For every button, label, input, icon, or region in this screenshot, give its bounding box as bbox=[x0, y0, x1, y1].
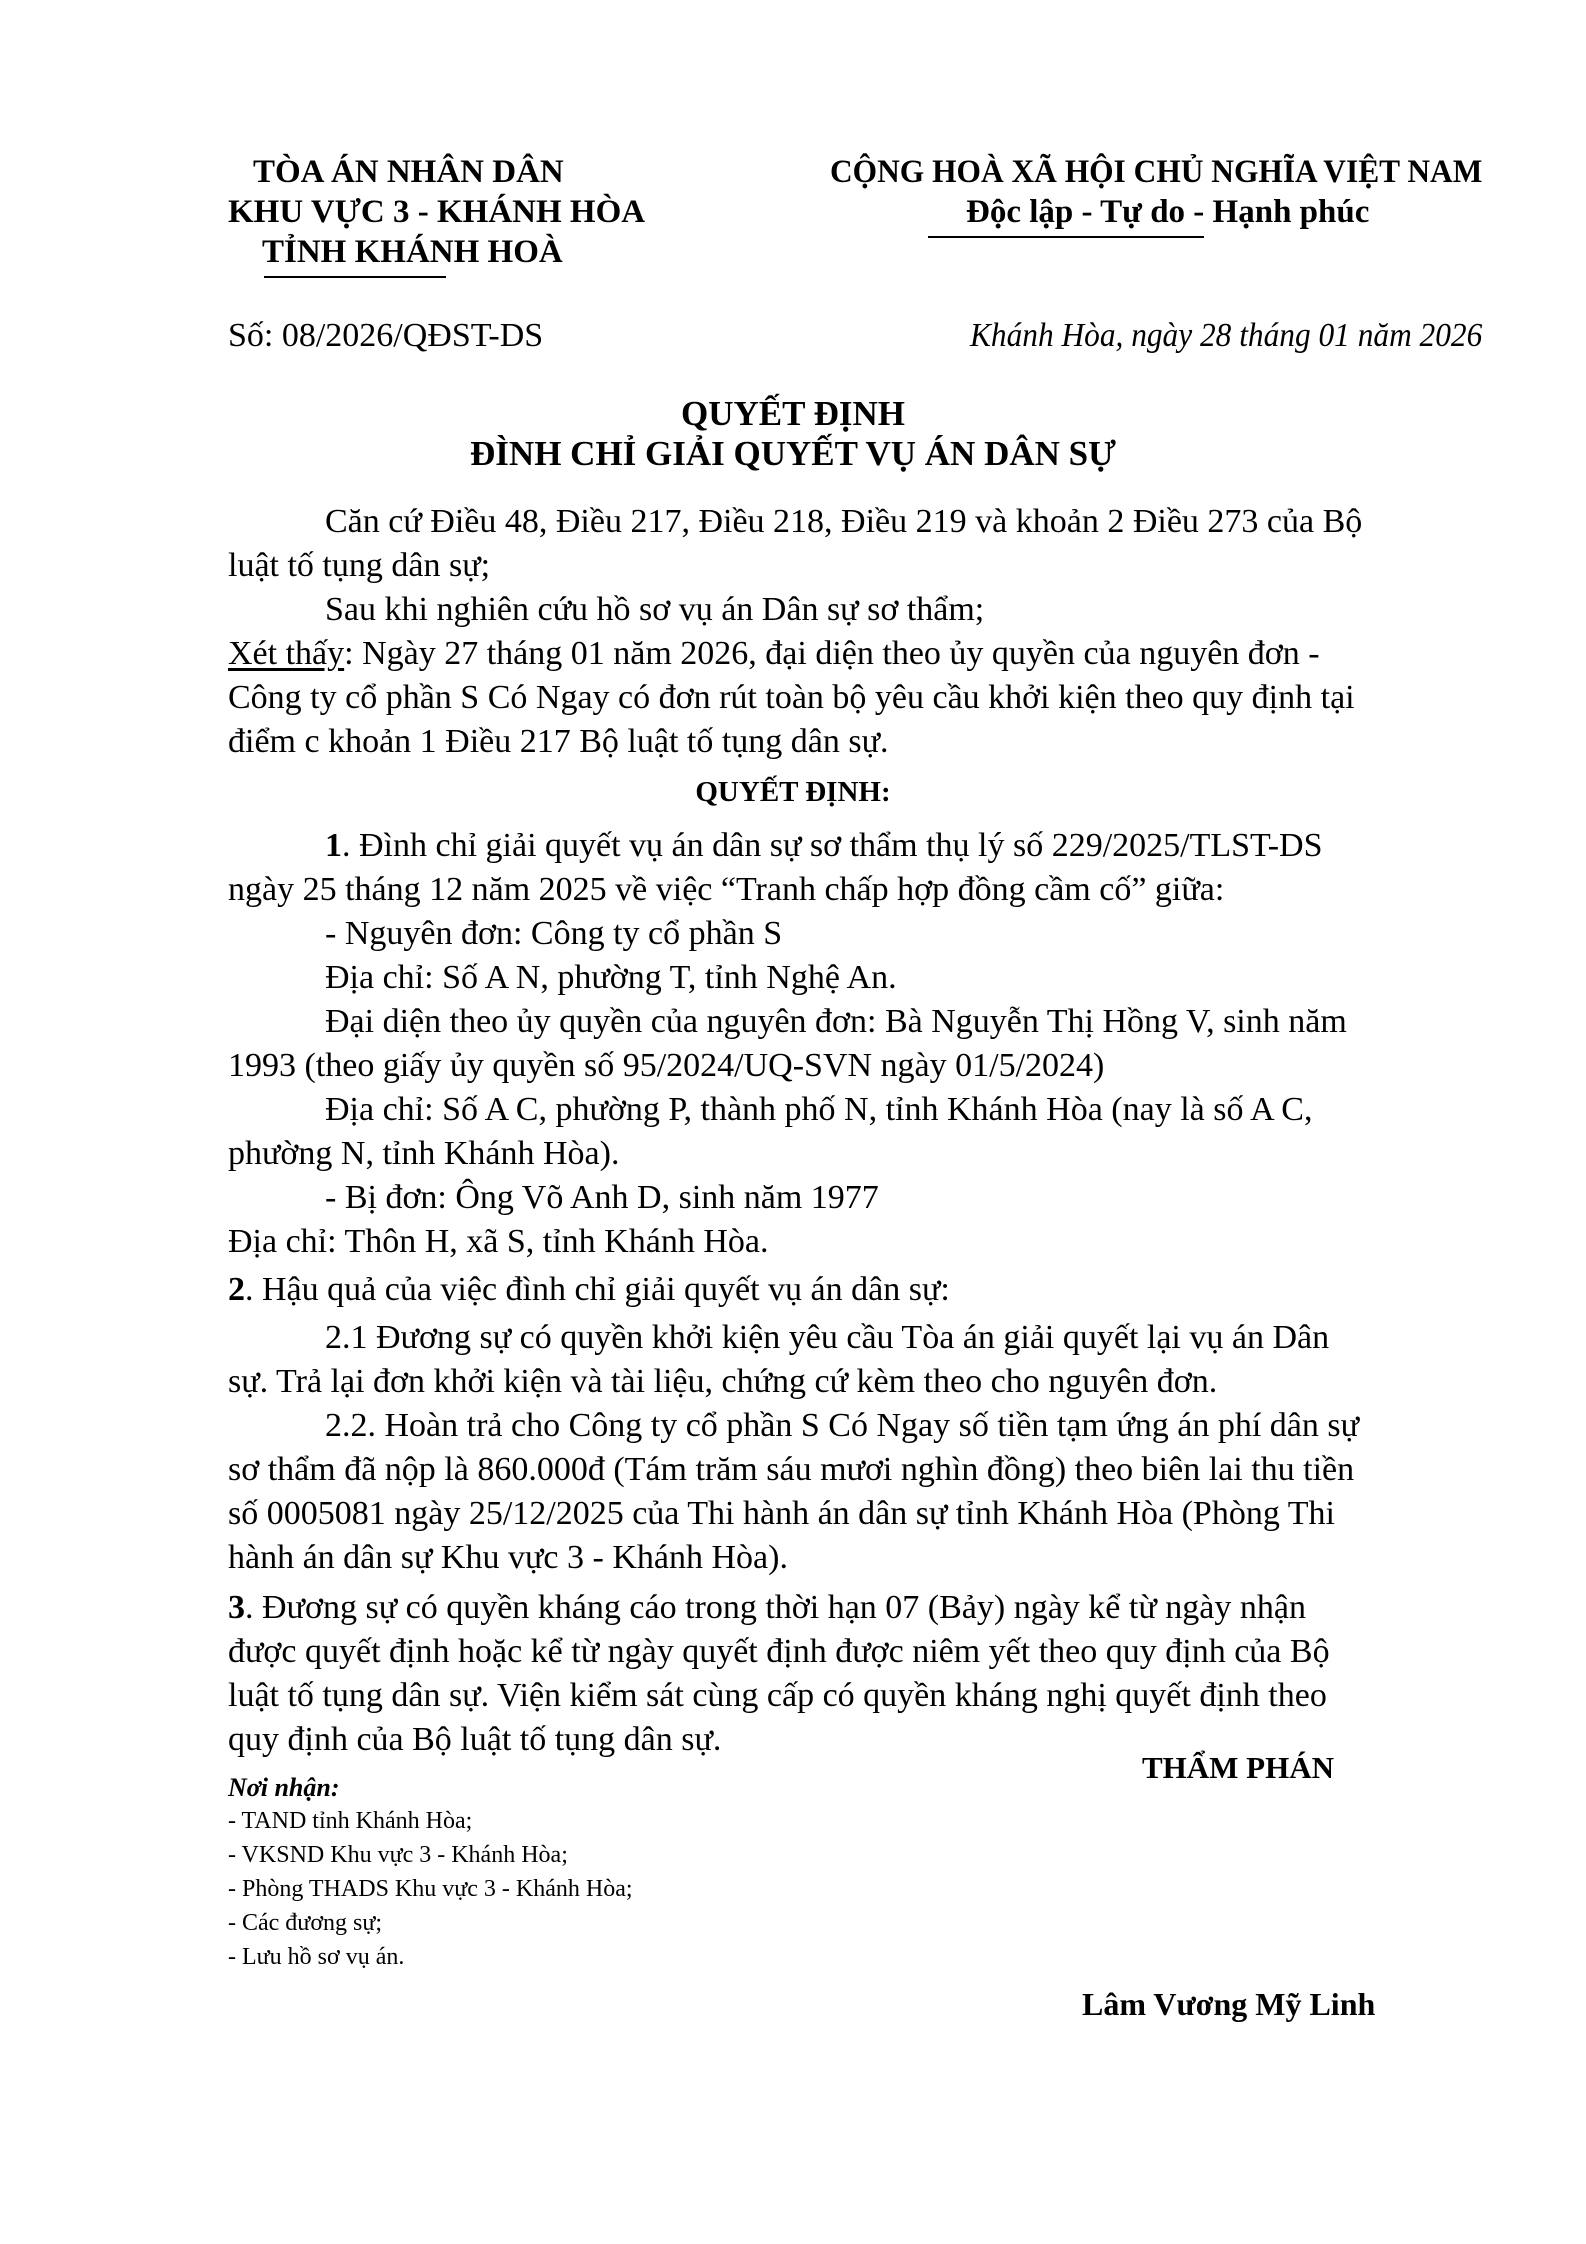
item3-line1 bbox=[228, 1588, 1306, 1628]
item1-number: 1 bbox=[325, 827, 342, 864]
item3-text: . Đương sự có quyền kháng cáo trong thời hạn 07 (Bảy) ngày kể từ ngày nhận bbox=[245, 1589, 1306, 1626]
recipient-item: - Phòng THADS Khu vực 3 - Khánh Hòa; bbox=[228, 1876, 633, 1902]
item1-text: . Đình chỉ giải quyết vụ án dân sự sơ thẩm thụ lý số 229/2025/TLST-DS bbox=[342, 827, 1323, 864]
item2-1-line2: sự. Trả lại đơn khởi kiện và tài liệu, chứng cứ kèm theo cho nguyên đơn. bbox=[228, 1363, 1218, 1400]
defendant: - Bị đơn: Ông Võ Anh D, sinh năm 1977 bbox=[325, 1179, 879, 1216]
plaintiff: - Nguyên đơn: Công ty cổ phần S bbox=[325, 915, 783, 952]
court-name-underline bbox=[264, 276, 446, 278]
representative-line2: 1993 (theo giấy ủy quyền số 95/2024/UQ-SVN ngày 01/5/2024) bbox=[228, 1047, 1105, 1084]
court-name-line1: TÒA ÁN NHÂN DÂN bbox=[253, 154, 564, 190]
preamble-legal-basis-line2: luật tố tụng dân sự; bbox=[228, 547, 491, 584]
recipient-item: - Lưu hồ sơ vụ án. bbox=[228, 1944, 405, 1970]
item2-2-line2: sơ thẩm đã nộp là 860.000đ (Tám trăm sáu mươi nghìn đồng) theo biên lai thu tiền bbox=[228, 1451, 1355, 1488]
preamble-finding-line3: điểm c khoản 1 Điều 217 Bộ luật tố tụng dân sự. bbox=[228, 723, 889, 760]
item3-line2: được quyết định hoặc kể từ ngày quyết định được niêm yết theo quy định của Bộ bbox=[228, 1633, 1330, 1670]
signature-title: THẨM PHÁN bbox=[1142, 1750, 1335, 1785]
item2-number: 2 bbox=[228, 1271, 245, 1308]
item3-number: 3 bbox=[228, 1589, 245, 1626]
preamble-finding-line1 bbox=[228, 634, 1320, 674]
decision-heading: QUYẾT ĐỊNH: bbox=[695, 776, 891, 808]
decision-subtitle: ĐÌNH CHỈ GIẢI QUYẾT VỤ ÁN DÂN SỰ bbox=[470, 434, 1116, 473]
court-name-line2: KHU VỰC 3 - KHÁNH HÒA bbox=[228, 194, 646, 230]
recipient-item: - TAND tỉnh Khánh Hòa; bbox=[228, 1808, 473, 1834]
defendant-address: Địa chỉ: Thôn H, xã S, tỉnh Khánh Hòa. bbox=[228, 1223, 769, 1260]
place-and-date: Khánh Hòa, ngày 28 tháng 01 năm 2026 bbox=[970, 317, 1483, 354]
recipients-heading: Nơi nhận: bbox=[228, 1773, 340, 1802]
preamble-legal-basis-line1: Căn cứ Điều 48, Điều 217, Điều 218, Điều 219 và khoản 2 Điều 273 của Bộ bbox=[325, 503, 1363, 540]
nation-title: CỘNG HOÀ XÃ HỘI CHỦ NGHĨA VIỆT NAM bbox=[830, 154, 1483, 190]
preamble-review: Sau khi nghiên cứu hồ sơ vụ án Dân sự sơ thẩm; bbox=[325, 591, 985, 628]
representative-line1: Đại diện theo ủy quyền của nguyên đơn: Bà Nguyễn Thị Hồng V, sinh năm bbox=[325, 1003, 1347, 1040]
item2-2-line4: hành án dân sự Khu vực 3 - Khánh Hòa). bbox=[228, 1539, 788, 1576]
item3-line4: quy định của Bộ luật tố tụng dân sự. bbox=[228, 1721, 722, 1758]
item2-2-line1: 2.2. Hoàn trả cho Công ty cổ phần S Có Ngay số tiền tạm ứng án phí dân sự bbox=[325, 1407, 1360, 1444]
preamble-finding-line2: Công ty cổ phần S Có Ngay có đơn rút toàn bộ yêu cầu khởi kiện theo quy định tại bbox=[228, 679, 1355, 716]
document-number: Số: 08/2026/QĐST-DS bbox=[228, 317, 544, 354]
recipient-item: - VKSND Khu vực 3 - Khánh Hòa; bbox=[228, 1842, 568, 1868]
representative-address-line2: phường N, tỉnh Khánh Hòa). bbox=[228, 1135, 620, 1172]
item1-line1 bbox=[325, 826, 1323, 866]
item3-line3: luật tố tụng dân sự. Viện kiểm sát cùng cấp có quyền kháng nghị quyết định theo bbox=[228, 1677, 1327, 1714]
item1-line2: ngày 25 tháng 12 năm 2025 về việc “Tranh chấp hợp đồng cầm cố” giữa: bbox=[228, 871, 1225, 908]
recipient-item: - Các đương sự; bbox=[228, 1910, 383, 1936]
item2-text: . Hậu quả của việc đình chỉ giải quyết vụ án dân sự: bbox=[245, 1271, 950, 1308]
finding-label: Xét thấy bbox=[228, 635, 345, 672]
item2-2-line3: số 0005081 ngày 25/12/2025 của Thi hành án dân sự tỉnh Khánh Hòa (Phòng Thi bbox=[228, 1495, 1335, 1532]
decision-title: QUYẾT ĐỊNH bbox=[681, 394, 905, 433]
signature-name: Lâm Vương Mỹ Linh bbox=[1082, 1986, 1376, 2022]
representative-address-line1: Địa chỉ: Số A C, phường P, thành phố N, tỉnh Khánh Hòa (nay là số A C, bbox=[325, 1091, 1313, 1128]
item2-1-line1: 2.1 Đương sự có quyền khởi kiện yêu cầu Tòa án giải quyết lại vụ án Dân bbox=[325, 1319, 1330, 1356]
nation-motto: Độc lập - Tự do - Hạnh phúc bbox=[966, 194, 1370, 230]
finding-text: : Ngày 27 tháng 01 năm 2026, đại diện theo ủy quyền của nguyên đơn - bbox=[344, 635, 1320, 672]
court-name-line3: TỈNH KHÁNH HOÀ bbox=[262, 234, 563, 270]
item2-heading bbox=[228, 1270, 950, 1310]
motto-underline bbox=[928, 236, 1204, 238]
plaintiff-address: Địa chỉ: Số A N, phường T, tỉnh Nghệ An. bbox=[325, 959, 897, 996]
